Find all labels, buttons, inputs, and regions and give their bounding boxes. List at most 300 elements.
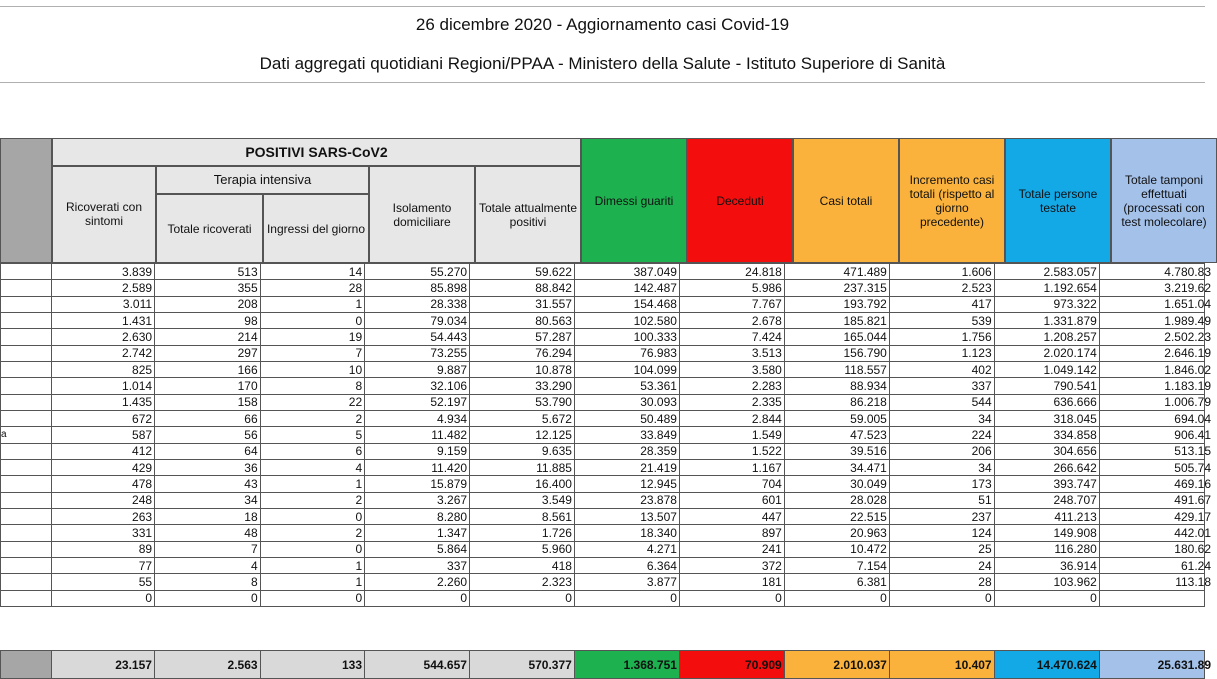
incremento-cell: 237 xyxy=(889,508,994,524)
tamponi-value: 469.16 xyxy=(1174,476,1211,491)
dimessi-cell: 104.099 xyxy=(574,361,679,377)
tamponi-cell xyxy=(1099,345,1211,361)
region-label xyxy=(1,443,52,459)
terapia-totale-cell: 208 xyxy=(155,296,261,312)
totale-positivi-cell: 80.563 xyxy=(470,312,575,328)
ingressi-cell: 0 xyxy=(260,312,365,328)
dimessi-cell: 18.340 xyxy=(574,525,679,541)
terapia-totale-cell: 64 xyxy=(155,443,261,459)
isolamento-cell: 11.420 xyxy=(365,459,470,475)
table-row xyxy=(1,508,1205,524)
incremento-cell: 51 xyxy=(889,492,994,508)
persone-testate-cell: 149.908 xyxy=(994,525,1099,541)
persone-testate-cell: 790.541 xyxy=(994,378,1099,394)
table-row xyxy=(1,557,1205,573)
tamponi-cell xyxy=(1099,574,1211,590)
total-ingressi: 133 xyxy=(260,651,364,679)
dimessi-cell: 76.983 xyxy=(574,345,679,361)
ingressi-cell: 0 xyxy=(260,508,365,524)
totale-positivi-cell: 11.885 xyxy=(470,459,575,475)
region-label xyxy=(1,296,52,312)
total-isolamento: 544.657 xyxy=(365,651,470,679)
table-row xyxy=(1,541,1205,557)
ricoverati-cell: 2.630 xyxy=(52,329,155,345)
ingressi-cell: 4 xyxy=(260,459,365,475)
total-terapia: 2.563 xyxy=(154,651,260,679)
region-label xyxy=(1,345,52,361)
tamponi-cell xyxy=(1099,410,1211,426)
region-label xyxy=(1,361,52,377)
terapia-totale-cell: 170 xyxy=(155,378,261,394)
terapia-totale-cell: 48 xyxy=(155,525,261,541)
deceduti-header: Deceduti xyxy=(687,138,793,263)
incremento-cell: 34 xyxy=(889,459,994,475)
isolamento-cell: 79.034 xyxy=(365,312,470,328)
dimessi-cell: 30.093 xyxy=(574,394,679,410)
tamponi-value: 429.17 xyxy=(1174,509,1211,524)
data-table xyxy=(0,263,1211,607)
tamponi-value: 906.41 xyxy=(1174,427,1211,442)
ingressi-cell: 8 xyxy=(260,378,365,394)
casi-totali-cell: 39.516 xyxy=(784,443,889,459)
deceduti-cell: 181 xyxy=(679,574,784,590)
totals-row xyxy=(1,651,1205,679)
table-row xyxy=(1,476,1205,492)
isolamento-cell: 32.106 xyxy=(365,378,470,394)
totale-positivi-cell: 76.294 xyxy=(470,345,575,361)
ricoverati-cell: 2.589 xyxy=(52,280,155,296)
casi-totali-cell: 47.523 xyxy=(784,427,889,443)
incremento-cell: 539 xyxy=(889,312,994,328)
totale-positivi-cell: 59.622 xyxy=(470,264,575,280)
tamponi-value: 4.780.83 xyxy=(1164,264,1211,279)
incremento-cell: 1.123 xyxy=(889,345,994,361)
ricoverati-cell: 89 xyxy=(52,541,155,557)
region-label xyxy=(1,557,52,573)
persone-testate-cell: 1.331.879 xyxy=(994,312,1099,328)
deceduti-cell: 1.167 xyxy=(679,459,784,475)
persone-testate-cell: 2.020.174 xyxy=(994,345,1099,361)
deceduti-cell: 897 xyxy=(679,525,784,541)
ingressi-cell: 2 xyxy=(260,492,365,508)
terapia-totale-cell: 166 xyxy=(155,361,261,377)
terapia-totale-cell: 34 xyxy=(155,492,261,508)
terapia-totale-cell: 43 xyxy=(155,476,261,492)
isolamento-cell: 85.898 xyxy=(365,280,470,296)
tamponi-value: 2.502.23 xyxy=(1164,329,1211,344)
dimessi-cell: 0 xyxy=(574,590,679,606)
tamponi-value: 1.006.79 xyxy=(1164,395,1211,410)
totale-ricoverati-header: Totale ricoverati xyxy=(156,194,263,263)
totals-table xyxy=(0,650,1211,679)
tamponi-cell xyxy=(1099,525,1211,541)
tamponi-cell xyxy=(1099,590,1204,606)
tamponi-value: 1.989.49 xyxy=(1164,313,1211,328)
region-label: a xyxy=(1,427,52,443)
casi-totali-cell: 193.792 xyxy=(784,296,889,312)
region-label xyxy=(1,508,52,524)
total-casi: 2.010.037 xyxy=(784,651,889,679)
deceduti-cell: 2.844 xyxy=(679,410,784,426)
region-label xyxy=(1,312,52,328)
terapia-totale-cell: 56 xyxy=(155,427,261,443)
region-label xyxy=(1,410,52,426)
ricoverati-cell: 478 xyxy=(52,476,155,492)
tamponi-value: 442.01 xyxy=(1174,525,1211,540)
table-row xyxy=(1,296,1205,312)
totale-positivi-cell: 16.400 xyxy=(470,476,575,492)
persone-testate-header: Totale persone testate xyxy=(1005,138,1111,263)
isolamento-cell: 8.280 xyxy=(365,508,470,524)
ricoverati-cell: 1.435 xyxy=(52,394,155,410)
table-row xyxy=(1,280,1205,296)
isolamento-cell: 2.260 xyxy=(365,574,470,590)
total-dimessi: 1.368.751 xyxy=(574,651,679,679)
terapia-totale-cell: 98 xyxy=(155,312,261,328)
incremento-cell: 337 xyxy=(889,378,994,394)
total-positivi: 570.377 xyxy=(469,651,574,679)
incremento-cell: 24 xyxy=(889,557,994,573)
ingressi-cell: 19 xyxy=(260,329,365,345)
total-testate: 14.470.624 xyxy=(994,651,1099,679)
persone-testate-cell: 334.858 xyxy=(994,427,1099,443)
table-row xyxy=(1,459,1205,475)
dimessi-cell: 6.364 xyxy=(574,557,679,573)
ricoverati-cell: 248 xyxy=(52,492,155,508)
incremento-cell: 124 xyxy=(889,525,994,541)
table-row xyxy=(1,590,1205,606)
isolamento-cell: 337 xyxy=(365,557,470,573)
region-label xyxy=(1,476,52,492)
total-deceduti: 70.909 xyxy=(679,651,784,679)
incremento-cell: 417 xyxy=(889,296,994,312)
tamponi-value: 505.74 xyxy=(1174,460,1211,475)
deceduti-cell: 3.580 xyxy=(679,361,784,377)
ricoverati-cell: 1.431 xyxy=(52,312,155,328)
totale-positivi-cell: 9.635 xyxy=(470,443,575,459)
positivi-group-header: POSITIVI SARS-CoV2 xyxy=(52,138,581,166)
incremento-cell: 34 xyxy=(889,410,994,426)
tamponi-cell xyxy=(1099,443,1211,459)
deceduti-cell: 241 xyxy=(679,541,784,557)
ricoverati-cell: 331 xyxy=(52,525,155,541)
incremento-header: Incremento casi totali (rispetto al giorno precedente) xyxy=(899,138,1005,263)
casi-totali-cell: 10.472 xyxy=(784,541,889,557)
tamponi-value: 180.62 xyxy=(1174,542,1211,557)
persone-testate-cell: 36.914 xyxy=(994,557,1099,573)
total-ricoverati: 23.157 xyxy=(52,651,155,679)
deceduti-cell: 372 xyxy=(679,557,784,573)
ingressi-cell: 0 xyxy=(260,590,365,606)
tamponi-cell xyxy=(1099,476,1211,492)
isolamento-cell: 55.270 xyxy=(365,264,470,280)
ricoverati-cell: 0 xyxy=(52,590,155,606)
terapia-totale-cell: 36 xyxy=(155,459,261,475)
table-row xyxy=(1,264,1205,280)
total-tamponi xyxy=(1099,651,1211,679)
dimessi-cell: 12.945 xyxy=(574,476,679,492)
table-row xyxy=(1,329,1205,345)
terapia-group-header: Terapia intensiva xyxy=(156,166,369,194)
terapia-totale-cell: 4 xyxy=(155,557,261,573)
ingressi-cell: 1 xyxy=(260,557,365,573)
totale-positivi-cell: 5.672 xyxy=(470,410,575,426)
tamponi-cell xyxy=(1099,329,1211,345)
incremento-cell: 25 xyxy=(889,541,994,557)
incremento-cell: 0 xyxy=(889,590,994,606)
casi-totali-cell: 237.315 xyxy=(784,280,889,296)
casi-totali-cell: 30.049 xyxy=(784,476,889,492)
region-label xyxy=(1,264,52,280)
isolamento-cell: 4.934 xyxy=(365,410,470,426)
ricoverati-cell: 1.014 xyxy=(52,378,155,394)
tamponi-cell xyxy=(1099,280,1211,296)
table-row xyxy=(1,443,1205,459)
region-label xyxy=(1,525,52,541)
totale-positivi-header: Totale attualmente positivi xyxy=(475,166,581,263)
table-row xyxy=(1,427,1205,443)
ricoverati-cell: 2.742 xyxy=(52,345,155,361)
terapia-totale-cell: 355 xyxy=(155,280,261,296)
totale-positivi-cell: 10.878 xyxy=(470,361,575,377)
casi-totali-cell: 471.489 xyxy=(784,264,889,280)
casi-totali-cell: 185.821 xyxy=(784,312,889,328)
incremento-cell: 402 xyxy=(889,361,994,377)
totale-positivi-cell: 3.549 xyxy=(470,492,575,508)
table-row xyxy=(1,378,1205,394)
incremento-cell: 224 xyxy=(889,427,994,443)
total-tamponi-value: 25.631.89 xyxy=(1157,657,1211,672)
table-body xyxy=(1,264,1211,607)
dimessi-cell: 387.049 xyxy=(574,264,679,280)
incremento-cell: 1.756 xyxy=(889,329,994,345)
casi-totali-cell: 22.515 xyxy=(784,508,889,524)
deceduti-cell: 1.522 xyxy=(679,443,784,459)
ingressi-cell: 14 xyxy=(260,264,365,280)
totals-label-cell xyxy=(1,651,52,679)
terapia-totale-cell: 214 xyxy=(155,329,261,345)
dimessi-cell: 50.489 xyxy=(574,410,679,426)
deceduti-cell: 2.335 xyxy=(679,394,784,410)
deceduti-cell: 7.424 xyxy=(679,329,784,345)
table-row xyxy=(1,345,1205,361)
tamponi-value: 2.646.19 xyxy=(1164,346,1211,361)
incremento-cell: 1.606 xyxy=(889,264,994,280)
totale-positivi-cell: 2.323 xyxy=(470,574,575,590)
ricoverati-cell: 412 xyxy=(52,443,155,459)
deceduti-cell: 5.986 xyxy=(679,280,784,296)
tamponi-cell xyxy=(1099,541,1211,557)
deceduti-cell: 1.549 xyxy=(679,427,784,443)
region-label xyxy=(1,574,52,590)
ingressi-cell: 1 xyxy=(260,476,365,492)
region-label xyxy=(1,492,52,508)
casi-totali-cell: 165.044 xyxy=(784,329,889,345)
casi-totali-cell: 34.471 xyxy=(784,459,889,475)
persone-testate-cell: 304.656 xyxy=(994,443,1099,459)
report-title: 26 dicembre 2020 - Aggiornamento casi Covid-19 xyxy=(415,15,790,34)
tamponi-value: 1.183.19 xyxy=(1164,378,1211,393)
terapia-totale-cell: 7 xyxy=(155,541,261,557)
persone-testate-cell: 116.280 xyxy=(994,541,1099,557)
deceduti-cell: 7.767 xyxy=(679,296,784,312)
terapia-totale-cell: 158 xyxy=(155,394,261,410)
dimessi-cell: 100.333 xyxy=(574,329,679,345)
dimessi-cell: 142.487 xyxy=(574,280,679,296)
incremento-cell: 544 xyxy=(889,394,994,410)
casi-totali-cell: 28.028 xyxy=(784,492,889,508)
persone-testate-cell: 0 xyxy=(994,590,1099,606)
ricoverati-header: Ricoverati con sintomi xyxy=(52,166,156,263)
deceduti-cell: 2.678 xyxy=(679,312,784,328)
region-label xyxy=(1,280,52,296)
ingressi-header: Ingressi del giorno xyxy=(263,194,369,263)
isolamento-cell: 0 xyxy=(365,590,470,606)
casi-totali-cell: 0 xyxy=(784,590,889,606)
totale-positivi-cell: 418 xyxy=(470,557,575,573)
top-rule xyxy=(0,6,1205,7)
tamponi-value: 61.24 xyxy=(1180,558,1211,573)
totale-positivi-cell: 31.557 xyxy=(470,296,575,312)
total-incremento: 10.407 xyxy=(889,651,994,679)
tamponi-value: 3.219.62 xyxy=(1164,280,1211,295)
isolamento-cell: 1.347 xyxy=(365,525,470,541)
region-label xyxy=(1,378,52,394)
ingressi-cell: 2 xyxy=(260,525,365,541)
ingressi-cell: 1 xyxy=(260,574,365,590)
ingressi-cell: 7 xyxy=(260,345,365,361)
region-label xyxy=(1,590,52,606)
tamponi-value: 113.18 xyxy=(1175,574,1211,589)
title-rule xyxy=(0,82,1205,83)
deceduti-cell: 601 xyxy=(679,492,784,508)
table-row xyxy=(1,394,1205,410)
totale-positivi-cell: 12.125 xyxy=(470,427,575,443)
tamponi-cell xyxy=(1099,296,1211,312)
casi-totali-cell: 6.381 xyxy=(784,574,889,590)
persone-testate-cell: 318.045 xyxy=(994,410,1099,426)
ingressi-cell: 22 xyxy=(260,394,365,410)
persone-testate-cell: 103.962 xyxy=(994,574,1099,590)
isolamento-cell: 15.879 xyxy=(365,476,470,492)
totale-positivi-cell: 8.561 xyxy=(470,508,575,524)
ingressi-cell: 28 xyxy=(260,280,365,296)
tamponi-value: 491.67 xyxy=(1174,493,1211,508)
table-row xyxy=(1,410,1205,426)
dimessi-cell: 3.877 xyxy=(574,574,679,590)
totale-positivi-cell: 1.726 xyxy=(470,525,575,541)
persone-testate-cell: 2.583.057 xyxy=(994,264,1099,280)
table-row xyxy=(1,492,1205,508)
totale-positivi-cell: 0 xyxy=(470,590,575,606)
tamponi-cell xyxy=(1099,361,1211,377)
dimessi-cell: 21.419 xyxy=(574,459,679,475)
casi-totali-cell: 156.790 xyxy=(784,345,889,361)
terapia-totale-cell: 66 xyxy=(155,410,261,426)
isolamento-cell: 73.255 xyxy=(365,345,470,361)
table-row xyxy=(1,312,1205,328)
tamponi-cell xyxy=(1099,312,1211,328)
deceduti-cell: 3.513 xyxy=(679,345,784,361)
isolamento-cell: 5.864 xyxy=(365,541,470,557)
ingressi-cell: 1 xyxy=(260,296,365,312)
persone-testate-cell: 1.192.654 xyxy=(994,280,1099,296)
ingressi-cell: 0 xyxy=(260,541,365,557)
tamponi-cell xyxy=(1099,557,1211,573)
ingressi-cell: 5 xyxy=(260,427,365,443)
casi-totali-cell: 20.963 xyxy=(784,525,889,541)
terapia-totale-cell: 8 xyxy=(155,574,261,590)
terapia-totale-cell: 513 xyxy=(155,264,261,280)
terapia-totale-cell: 297 xyxy=(155,345,261,361)
tamponi-value: 694.04 xyxy=(1174,411,1211,426)
dimessi-cell: 102.580 xyxy=(574,312,679,328)
dimessi-cell: 33.849 xyxy=(574,427,679,443)
totale-positivi-cell: 53.790 xyxy=(470,394,575,410)
incremento-cell: 2.523 xyxy=(889,280,994,296)
ingressi-cell: 6 xyxy=(260,443,365,459)
dimessi-cell: 154.468 xyxy=(574,296,679,312)
isolamento-cell: 54.443 xyxy=(365,329,470,345)
dimessi-cell: 13.507 xyxy=(574,508,679,524)
ricoverati-cell: 263 xyxy=(52,508,155,524)
ricoverati-cell: 3.839 xyxy=(52,264,155,280)
tamponi-header: Totale tamponi effettuati (processati con test molecolare) xyxy=(1111,138,1217,263)
casi-totali-header: Casi totali xyxy=(793,138,899,263)
ricoverati-cell: 429 xyxy=(52,459,155,475)
isolamento-cell: 52.197 xyxy=(365,394,470,410)
table-row xyxy=(1,361,1205,377)
dimessi-cell: 28.359 xyxy=(574,443,679,459)
region-label xyxy=(1,329,52,345)
deceduti-cell: 2.283 xyxy=(679,378,784,394)
casi-totali-cell: 88.934 xyxy=(784,378,889,394)
incremento-cell: 173 xyxy=(889,476,994,492)
region-label xyxy=(1,459,52,475)
persone-testate-cell: 636.666 xyxy=(994,394,1099,410)
casi-totali-cell: 86.218 xyxy=(784,394,889,410)
region-label xyxy=(1,394,52,410)
tamponi-cell xyxy=(1099,459,1211,475)
casi-totali-cell: 7.154 xyxy=(784,557,889,573)
tamponi-cell xyxy=(1099,427,1211,443)
persone-testate-cell: 393.747 xyxy=(994,476,1099,492)
ricoverati-cell: 55 xyxy=(52,574,155,590)
isolamento-cell: 9.887 xyxy=(365,361,470,377)
ingressi-cell: 2 xyxy=(260,410,365,426)
dimessi-cell: 53.361 xyxy=(574,378,679,394)
deceduti-cell: 24.818 xyxy=(679,264,784,280)
ingressi-cell: 10 xyxy=(260,361,365,377)
ricoverati-cell: 672 xyxy=(52,410,155,426)
casi-totali-cell: 118.557 xyxy=(784,361,889,377)
persone-testate-cell: 248.707 xyxy=(994,492,1099,508)
totale-positivi-cell: 5.960 xyxy=(470,541,575,557)
persone-testate-cell: 973.322 xyxy=(994,296,1099,312)
persone-testate-cell: 411.213 xyxy=(994,508,1099,524)
tamponi-cell xyxy=(1099,492,1211,508)
dimessi-cell: 23.878 xyxy=(574,492,679,508)
totale-positivi-cell: 88.842 xyxy=(470,280,575,296)
tamponi-cell xyxy=(1099,394,1211,410)
deceduti-cell: 0 xyxy=(679,590,784,606)
deceduti-cell: 447 xyxy=(679,508,784,524)
tamponi-value: 513.15 xyxy=(1174,444,1211,459)
totale-positivi-cell: 33.290 xyxy=(470,378,575,394)
table-row xyxy=(1,525,1205,541)
isolamento-cell: 3.267 xyxy=(365,492,470,508)
dimessi-header: Dimessi guariti xyxy=(581,138,687,263)
